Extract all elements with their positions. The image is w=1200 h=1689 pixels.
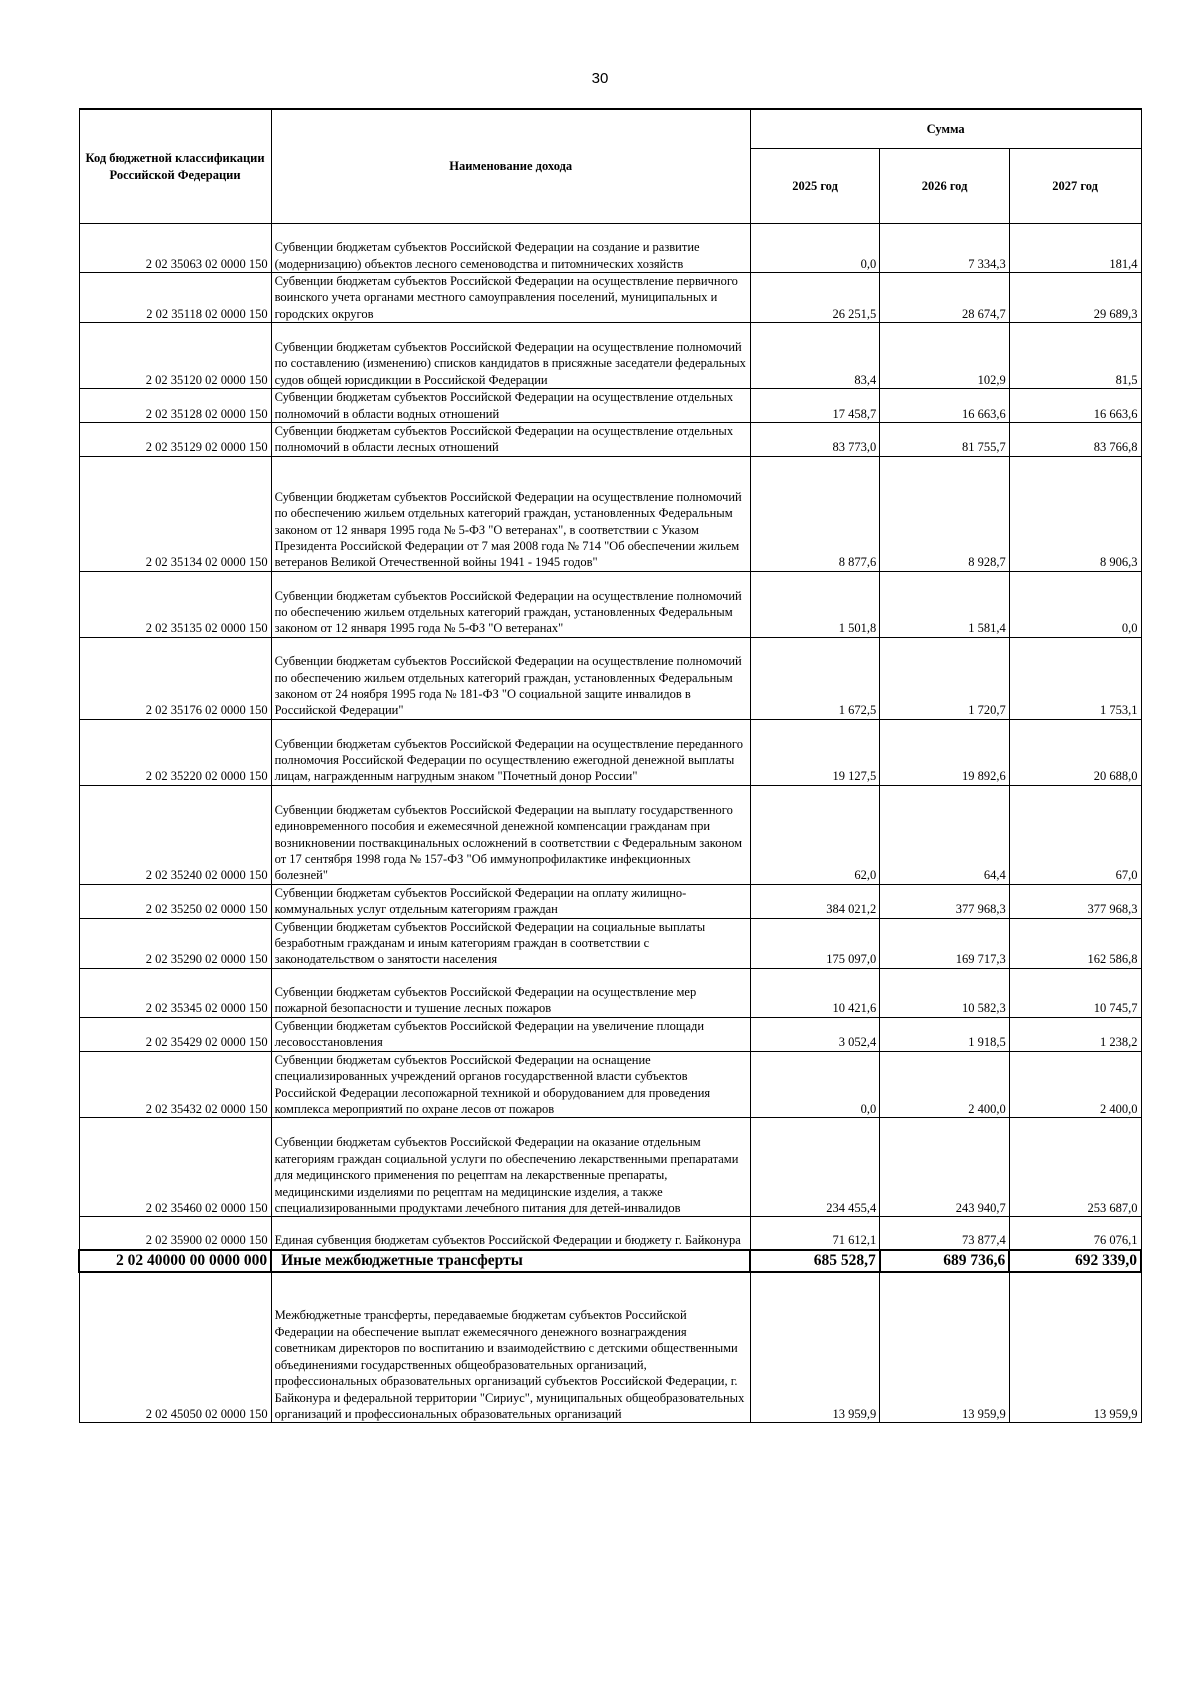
table-row xyxy=(79,637,1141,719)
row-value-2027: 8 906,3 xyxy=(1009,456,1141,571)
row-value-2027: 181,4 xyxy=(1009,224,1141,273)
row-value-2025: 13 959,9 xyxy=(750,1272,880,1423)
header-year-2025: 2025 год xyxy=(750,149,880,224)
table-header xyxy=(79,109,1141,224)
row-name: Субвенции бюджетам субъектов Российской Федерации на выплату государственного единовременного пособия и ежемесячной денежной компенсации гражданам при возникновении поствакцинальных осложнений в соответствии с Федеральным законом от 17 сентября 1998 года № 157-ФЗ "Об иммунопрофилактике инфекционных болезней" xyxy=(271,785,750,884)
row-value-2027: 16 663,6 xyxy=(1009,389,1141,423)
row-value-2025: 10 421,6 xyxy=(750,968,880,1017)
row-value-2027: 67,0 xyxy=(1009,785,1141,884)
row-value-2025: 83,4 xyxy=(750,323,880,389)
header-name: Наименование дохода xyxy=(271,109,750,224)
table-row xyxy=(79,1051,1141,1118)
row-value-2026: 169 717,3 xyxy=(880,918,1010,968)
row-code: 2 02 35120 02 0000 150 xyxy=(79,323,271,389)
row-code: 2 02 35429 02 0000 150 xyxy=(79,1017,271,1051)
row-name: Единая субвенция бюджетам субъектов Российской Федерации и бюджету г. Байконура xyxy=(271,1217,750,1250)
table-row xyxy=(79,719,1141,785)
row-value-2026: 28 674,7 xyxy=(880,273,1010,323)
row-name: Субвенции бюджетам субъектов Российской Федерации на увеличение площади лесовосстановления xyxy=(271,1017,750,1051)
header-year-2026: 2026 год xyxy=(880,149,1010,224)
row-name: Субвенции бюджетам субъектов Российской Федерации на осуществление полномочий по обеспечению жильем отдельных категорий граждан, установленных Федеральным законом от 24 ноября 1995 года № 181-ФЗ "О социальной защите инвалидов в Российской Федерации" xyxy=(271,637,750,719)
row-name: Субвенции бюджетам субъектов Российской Федерации на оснащение специализированных учреждений органов государственной власти субъектов Российской Федерации лесопожарной техникой и оборудованием для проведения комплекса мероприятий по охране лесов от пожаров xyxy=(271,1051,750,1118)
row-code: 2 02 35250 02 0000 150 xyxy=(79,884,271,918)
row-value-2027: 81,5 xyxy=(1009,323,1141,389)
row-code: 2 02 40000 00 0000 000 xyxy=(79,1250,271,1272)
row-name: Субвенции бюджетам субъектов Российской Федерации на осуществление полномочий по составлению (изменению) списков кандидатов в присяжные заседатели федеральных судов общей юрисдикции в Российской Федерации xyxy=(271,323,750,389)
row-value-2026: 7 334,3 xyxy=(880,224,1010,273)
header-code: Код бюджетной классификации Российской Федерации xyxy=(79,109,271,224)
row-value-2026: 73 877,4 xyxy=(880,1217,1010,1250)
row-name: Субвенции бюджетам субъектов Российской Федерации на осуществление полномочий по обеспечению жильем отдельных категорий граждан, установленных Федеральным законом от 12 января 1995 года № 5-ФЗ "О ветеранах" xyxy=(271,571,750,637)
row-value-2025: 71 612,1 xyxy=(750,1217,880,1250)
row-value-2027: 377 968,3 xyxy=(1009,884,1141,918)
row-code: 2 02 35345 02 0000 150 xyxy=(79,968,271,1017)
row-name: Субвенции бюджетам субъектов Российской Федерации на осуществление отдельных полномочий в области водных отношений xyxy=(271,389,750,423)
row-name: Иные межбюджетные трансферты xyxy=(271,1250,750,1272)
row-value-2026: 102,9 xyxy=(880,323,1010,389)
row-value-2026: 2 400,0 xyxy=(880,1051,1010,1118)
row-value-2026: 8 928,7 xyxy=(880,456,1010,571)
row-name: Субвенции бюджетам субъектов Российской Федерации на осуществление отдельных полномочий в области лесных отношений xyxy=(271,423,750,457)
row-value-2026: 1 720,7 xyxy=(880,637,1010,719)
row-value-2025: 17 458,7 xyxy=(750,389,880,423)
row-value-2025: 1 501,8 xyxy=(750,571,880,637)
table-row xyxy=(79,456,1141,571)
row-value-2027: 2 400,0 xyxy=(1009,1051,1141,1118)
row-code: 2 02 35129 02 0000 150 xyxy=(79,423,271,457)
header-year-2027: 2027 год xyxy=(1009,149,1141,224)
row-value-2026: 1 581,4 xyxy=(880,571,1010,637)
row-code: 2 02 35118 02 0000 150 xyxy=(79,273,271,323)
row-code: 2 02 35134 02 0000 150 xyxy=(79,456,271,571)
row-name: Субвенции бюджетам субъектов Российской Федерации на социальные выплаты безработным гражданам и иным категориям граждан в соответствии с законодательством о занятости населения xyxy=(271,918,750,968)
row-value-2025: 83 773,0 xyxy=(750,423,880,457)
row-value-2025: 0,0 xyxy=(750,1051,880,1118)
row-value-2027: 83 766,8 xyxy=(1009,423,1141,457)
row-value-2025: 8 877,6 xyxy=(750,456,880,571)
row-code: 2 02 35460 02 0000 150 xyxy=(79,1118,271,1217)
row-value-2026: 64,4 xyxy=(880,785,1010,884)
row-value-2025: 62,0 xyxy=(750,785,880,884)
page-number: 30 xyxy=(591,70,609,87)
table-row xyxy=(79,224,1141,273)
row-value-2026: 1 918,5 xyxy=(880,1017,1010,1051)
row-name: Субвенции бюджетам субъектов Российской Федерации на осуществление полномочий по обеспечению жильем отдельных категорий граждан, установленных Федеральным законом от 12 января 1995 года № 5-ФЗ "О ветеранах", в соответствии с Указом Президента Российской Федерации от 7 мая 2008 года № 714 "Об обеспечении жильем ветеранов Великой Отечественной войны 1941 - 1945 годов" xyxy=(271,456,750,571)
group-row xyxy=(79,1250,1141,1272)
table-row xyxy=(79,423,1141,457)
row-value-2027: 162 586,8 xyxy=(1009,918,1141,968)
header-sum: Сумма xyxy=(750,109,1141,149)
row-name: Субвенции бюджетам субъектов Российской Федерации на создание и развитие (модернизацию) объектов лесного семеноводства и питомнических хозяйств xyxy=(271,224,750,273)
row-value-2025: 19 127,5 xyxy=(750,719,880,785)
row-name: Межбюджетные трансферты, передаваемые бюджетам субъектов Российской Федерации на обеспечение выплат ежемесячного денежного вознаграждения советникам директоров по воспитанию и взаимодействию с детскими общественными объединениями государственных общеобразовательных организаций, профессиональных образовательных организаций субъектов Российской Федерации, г. Байконура и федеральной территории "Сириус", муниципальных общеобразовательных организаций и профессиональных образовательных организаций xyxy=(271,1272,750,1423)
row-value-2027: 29 689,3 xyxy=(1009,273,1141,323)
table-row xyxy=(79,571,1141,637)
table-row xyxy=(79,389,1141,423)
row-value-2026: 19 892,6 xyxy=(880,719,1010,785)
row-value-2026: 377 968,3 xyxy=(880,884,1010,918)
row-code: 2 02 35290 02 0000 150 xyxy=(79,918,271,968)
row-code: 2 02 35128 02 0000 150 xyxy=(79,389,271,423)
table-row xyxy=(79,1118,1141,1217)
table-row xyxy=(79,1017,1141,1051)
row-value-2026: 81 755,7 xyxy=(880,423,1010,457)
table-row xyxy=(79,968,1141,1017)
row-value-2027: 10 745,7 xyxy=(1009,968,1141,1017)
row-code: 2 02 35900 02 0000 150 xyxy=(79,1217,271,1250)
row-value-2025: 685 528,7 xyxy=(750,1250,880,1272)
row-code: 2 02 45050 02 0000 150 xyxy=(79,1272,271,1423)
row-name: Субвенции бюджетам субъектов Российской Федерации на осуществление первичного воинского учета органами местного самоуправления поселений, муниципальных и городских округов xyxy=(271,273,750,323)
row-value-2027: 20 688,0 xyxy=(1009,719,1141,785)
row-value-2026: 243 940,7 xyxy=(880,1118,1010,1217)
budget-table xyxy=(78,108,1142,1423)
row-value-2025: 234 455,4 xyxy=(750,1118,880,1217)
row-name: Субвенции бюджетам субъектов Российской Федерации на оплату жилищно-коммунальных услуг отдельным категориям граждан xyxy=(271,884,750,918)
row-value-2025: 1 672,5 xyxy=(750,637,880,719)
row-value-2027: 692 339,0 xyxy=(1009,1250,1141,1272)
row-code: 2 02 35220 02 0000 150 xyxy=(79,719,271,785)
row-code: 2 02 35176 02 0000 150 xyxy=(79,637,271,719)
row-value-2026: 10 582,3 xyxy=(880,968,1010,1017)
table-row xyxy=(79,884,1141,918)
row-value-2027: 1 753,1 xyxy=(1009,637,1141,719)
table-row xyxy=(79,323,1141,389)
row-value-2025: 175 097,0 xyxy=(750,918,880,968)
row-code: 2 02 35240 02 0000 150 xyxy=(79,785,271,884)
row-value-2025: 384 021,2 xyxy=(750,884,880,918)
table-body xyxy=(79,224,1141,1423)
row-value-2026: 16 663,6 xyxy=(880,389,1010,423)
row-code: 2 02 35063 02 0000 150 xyxy=(79,224,271,273)
row-value-2025: 26 251,5 xyxy=(750,273,880,323)
row-value-2026: 689 736,6 xyxy=(880,1250,1010,1272)
row-value-2026: 13 959,9 xyxy=(880,1272,1010,1423)
row-value-2027: 253 687,0 xyxy=(1009,1118,1141,1217)
table-row xyxy=(79,1272,1141,1423)
row-code: 2 02 35135 02 0000 150 xyxy=(79,571,271,637)
row-name: Субвенции бюджетам субъектов Российской Федерации на осуществление переданного полномочия Российской Федерации по осуществлению ежегодной денежной выплаты лицам, награжденным нагрудным знаком "Почетный донор России" xyxy=(271,719,750,785)
row-name: Субвенции бюджетам субъектов Российской Федерации на осуществление мер пожарной безопасности и тушение лесных пожаров xyxy=(271,968,750,1017)
table-row xyxy=(79,785,1141,884)
row-name: Субвенции бюджетам субъектов Российской Федерации на оказание отдельным категориям граждан социальной услуги по обеспечению лекарственными препаратами для медицинского применения по рецептам на лекарственные препараты, медицинскими изделиями по рецептам на медицинские изделия, а также специализированными продуктами лечебного питания для детей-инвалидов xyxy=(271,1118,750,1217)
row-value-2027: 1 238,2 xyxy=(1009,1017,1141,1051)
row-code: 2 02 35432 02 0000 150 xyxy=(79,1051,271,1118)
row-value-2025: 3 052,4 xyxy=(750,1017,880,1051)
row-value-2025: 0,0 xyxy=(750,224,880,273)
table-row xyxy=(79,918,1141,968)
row-value-2027: 76 076,1 xyxy=(1009,1217,1141,1250)
table-row xyxy=(79,1217,1141,1250)
table-row xyxy=(79,273,1141,323)
row-value-2027: 0,0 xyxy=(1009,571,1141,637)
row-value-2027: 13 959,9 xyxy=(1009,1272,1141,1423)
